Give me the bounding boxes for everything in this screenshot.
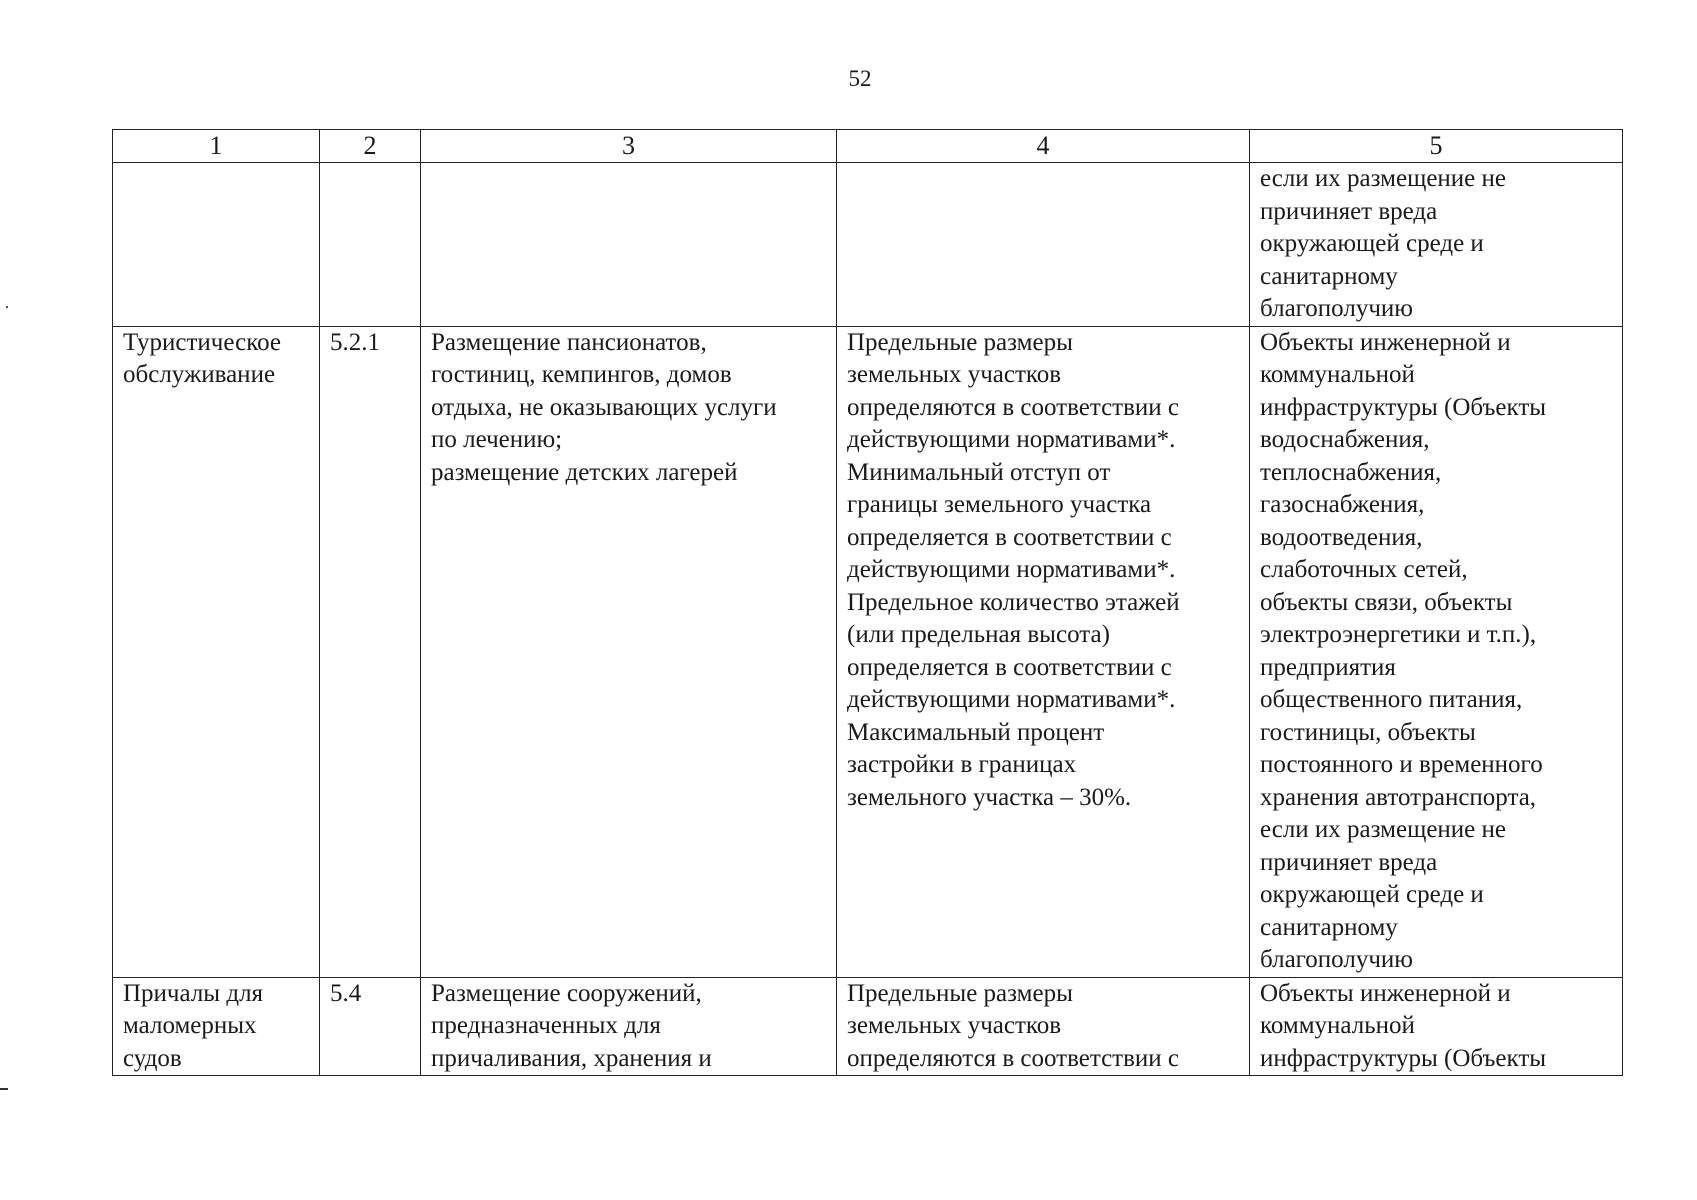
- code-cell: [320, 977, 421, 1076]
- cell-text-line: окружающей среде и: [1260, 881, 1484, 908]
- cell-text-line: гостиниц, кемпингов, домов: [431, 361, 732, 388]
- header-row: [113, 130, 1623, 163]
- column-header-3: 3: [421, 130, 837, 163]
- cell-text-line: по лечению;: [431, 426, 563, 453]
- cell-text-line: обслуживание: [123, 361, 276, 388]
- cell-text-line: предприятия: [1260, 653, 1396, 681]
- cell-text-line: 5.4: [330, 979, 362, 1007]
- cell-text-line: общественного питания,: [1260, 686, 1523, 713]
- cell-text-line: земельного участка – 30%.: [847, 783, 1132, 811]
- cell-text-line: санитарному: [1260, 262, 1398, 290]
- cell-text-line: Размещение пансионатов,: [431, 328, 707, 356]
- column-header-5: 5: [1250, 130, 1623, 163]
- cell-text-line: причаливания, хранения и: [431, 1044, 712, 1072]
- cell-text-line: действующими нормативами*.: [847, 426, 1176, 453]
- auxiliary-uses-cell: [1250, 326, 1623, 977]
- parameters-cell: [837, 163, 1250, 327]
- cell-text-line: коммунальной: [1260, 361, 1415, 388]
- cell-text-line: инфраструктуры (Объекты: [1260, 393, 1547, 421]
- auxiliary-uses-cell: [1250, 977, 1623, 1076]
- cell-text-line: отдыха, не оказывающих услуги: [431, 393, 777, 421]
- description-cell: [421, 326, 837, 977]
- cell-text-line: объекты связи, объекты: [1260, 588, 1513, 616]
- auxiliary-uses-cell: [1250, 163, 1623, 327]
- cell-text-line: определяются в соответствии с: [847, 1044, 1180, 1072]
- cell-text-line: электроэнергетики и т.п.),: [1260, 621, 1537, 648]
- cell-text-line: земельных участков: [847, 1012, 1062, 1039]
- table-row: [113, 326, 1623, 977]
- cell-text-line: если их размещение не: [1260, 816, 1507, 843]
- cell-text-line: 5.2.1: [330, 328, 380, 356]
- cell-text-line: Размещение сооружений,: [431, 979, 702, 1007]
- cell-text-line: Предельное количество этажей: [847, 588, 1180, 616]
- cell-text-line: земельных участков: [847, 361, 1062, 388]
- cell-text-line: действующими нормативами*.: [847, 556, 1176, 583]
- column-header-1: 1: [113, 130, 320, 163]
- table-row: [113, 977, 1623, 1076]
- code-cell: [320, 326, 421, 977]
- column-header-4: 4: [837, 130, 1250, 163]
- land-use-type-cell: [113, 977, 320, 1076]
- cell-text-line: застройки в границах: [847, 751, 1077, 778]
- table-row: [113, 163, 1623, 327]
- regulations-table: [112, 129, 1623, 1076]
- cell-text-line: судов: [123, 1044, 182, 1072]
- column-header-2: 2: [320, 130, 421, 163]
- scan-mark: [6, 306, 8, 308]
- cell-text-line: определяется в соответствии с: [847, 523, 1172, 551]
- cell-text-line: границы земельного участка: [847, 491, 1152, 518]
- cell-text-line: Причалы для: [123, 979, 264, 1007]
- cell-text-line: Минимальный отступ от: [847, 458, 1111, 486]
- cell-text-line: благополучию: [1260, 295, 1413, 322]
- cell-text-line: газоснабжения,: [1260, 491, 1425, 518]
- cell-text-line: определяются в соответствии с: [847, 393, 1180, 421]
- description-cell: [421, 163, 837, 327]
- cell-text-line: инфраструктуры (Объекты: [1260, 1044, 1547, 1072]
- cell-text-line: действующими нормативами*.: [847, 686, 1176, 713]
- cell-text-line: маломерных: [123, 1012, 257, 1039]
- cell-text-line: благополучию: [1260, 946, 1413, 973]
- land-use-type-cell: [113, 163, 320, 327]
- cell-text-line: если их размещение не: [1260, 165, 1507, 192]
- scan-edge-mark: [0, 1088, 8, 1090]
- description-cell: [421, 977, 837, 1076]
- cell-text-line: Объекты инженерной и: [1260, 979, 1511, 1007]
- code-cell: [320, 163, 421, 327]
- page-number: 52: [848, 66, 872, 91]
- cell-text-line: Объекты инженерной и: [1260, 328, 1511, 356]
- cell-text-line: окружающей среде и: [1260, 230, 1484, 257]
- parameters-cell: [837, 326, 1250, 977]
- cell-text-line: Туристическое: [123, 328, 281, 356]
- cell-text-line: хранения автотранспорта,: [1260, 783, 1537, 811]
- cell-text-line: Максимальный процент: [847, 718, 1105, 746]
- cell-text-line: постоянного и временного: [1260, 751, 1543, 778]
- cell-text-line: водоснабжения,: [1260, 426, 1430, 453]
- cell-text-line: причиняет вреда: [1260, 197, 1438, 225]
- cell-text-line: слаботочных сетей,: [1260, 556, 1468, 583]
- cell-text-line: определяется в соответствии с: [847, 653, 1172, 681]
- cell-text-line: (или предельная высота): [847, 621, 1110, 648]
- cell-text-line: гостиницы, объекты: [1260, 718, 1476, 746]
- cell-text-line: водоотведения,: [1260, 523, 1423, 551]
- parameters-cell: [837, 977, 1250, 1076]
- cell-text-line: размещение детских лагерей: [431, 458, 738, 486]
- cell-text-line: предназначенных для: [431, 1012, 661, 1039]
- cell-text-line: коммунальной: [1260, 1012, 1415, 1039]
- cell-text-line: санитарному: [1260, 913, 1398, 941]
- cell-text-line: Предельные размеры: [847, 328, 1073, 356]
- cell-text-line: Предельные размеры: [847, 979, 1073, 1007]
- land-use-type-cell: [113, 326, 320, 977]
- cell-text-line: теплоснабжения,: [1260, 458, 1442, 486]
- cell-text-line: причиняет вреда: [1260, 848, 1438, 876]
